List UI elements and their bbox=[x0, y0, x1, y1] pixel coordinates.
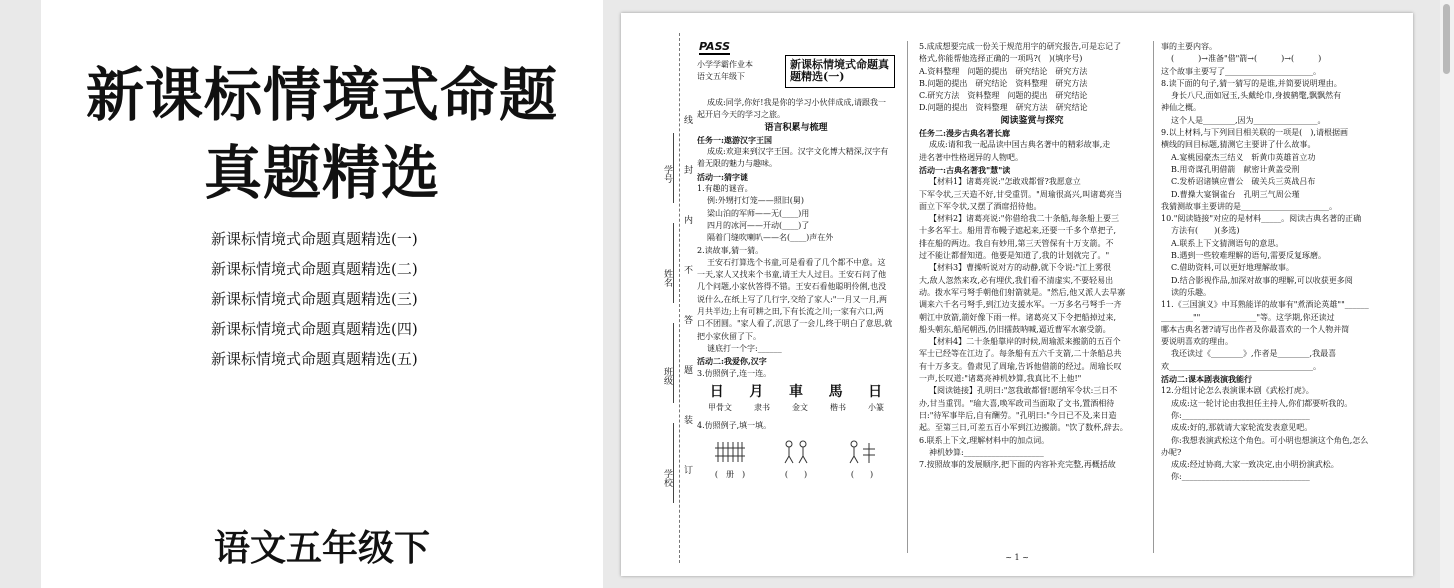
text-line: 你:我想表演武松这个角色。可小明也想演这个角色,怎么 bbox=[1171, 435, 1369, 445]
text-line: 【材料1】诸葛亮说:"怎敢戏都督?我愿意立 bbox=[929, 177, 1081, 187]
header-title: 新课标情境式命题真题精选(一) bbox=[785, 55, 895, 88]
text-line: 事的主要内容。 bbox=[1161, 42, 1217, 51]
picture-item bbox=[842, 439, 882, 482]
text-line: A.联系上下文猜测语句的意思。 bbox=[1171, 238, 1284, 248]
gutter-dash-char: 答 bbox=[682, 315, 692, 324]
text-line: 【材料2】诸葛亮说:"你借给我二十条船,每条船上要三 bbox=[929, 214, 1120, 224]
text-line: D.结合影视作品,加深对故事的理解,可以收获更多阅 bbox=[1171, 275, 1353, 285]
text-line: 活动二:我爱你,汉字 bbox=[697, 356, 767, 367]
text-line: 办,甘当重罚。"瑜大喜,唤军政司当面取了文书,置酒相待 bbox=[919, 398, 1115, 408]
text-line: 语言积累与梳理 bbox=[764, 122, 828, 133]
text-line: 隔着门缝吹喇叭——名(____)声在外 bbox=[707, 233, 834, 243]
text-line: 大,敌人忽然来攻,必有埋伏,我们看不清虚实,不要轻易出 bbox=[919, 275, 1114, 285]
text-line: 军士已经等在江边了。每条船有五六千支箭,二十条船总共 bbox=[919, 349, 1122, 359]
ancient-glyph: 日 bbox=[868, 383, 883, 400]
column-1-text bbox=[697, 97, 895, 380]
text-line: 四月的冰河——开动(____)了 bbox=[707, 220, 810, 230]
text-line: 进名著中性格迥异的人物吧。 bbox=[919, 152, 1023, 162]
text-line: 梁山泊的军师——无(____)用 bbox=[707, 208, 810, 218]
glyph-row bbox=[697, 383, 895, 400]
text-line: 活动二:课本剧表演我能行 bbox=[1161, 374, 1252, 385]
text-line: 起。至第三日,可差五百小军到江边搬箭。"饮了数杯,辞去。 bbox=[919, 423, 1128, 433]
text-line: 6.联系上下文,理解材料中的加点词。 bbox=[919, 435, 1050, 445]
text-line: 成成:经过协商,大家一致决定,由小明扮演武松。 bbox=[1171, 460, 1339, 470]
text-line: D.问题的提出 资料整理 研究方法 研究结论 bbox=[919, 103, 1088, 113]
page-header bbox=[697, 41, 895, 93]
volume-item: 新课标情境式命题真题精选(一) bbox=[211, 230, 418, 248]
text-line: 这个人是________,因为________________。 bbox=[1171, 115, 1326, 125]
text-line: B.用奇谋孔明借箭 献密计黄盖受刑 bbox=[1171, 164, 1300, 174]
text-line: 任务二:漫步古典名著长廊 bbox=[919, 128, 1010, 139]
text-line: 船头朝东,船尾朝西,仍旧擂鼓呐喊,逼近曹军水寨受箭。 bbox=[919, 324, 1111, 334]
text-line: 说什么,在纸上写了几行字,交给了家人:"一月又一月,两 bbox=[697, 294, 888, 304]
text-line: 下军令状,三天造不好,甘受重罚。"周瑜很高兴,叫诸葛亮当 bbox=[919, 189, 1123, 199]
gutter-dash-char: 装 bbox=[682, 415, 692, 424]
page-number: ~ 1 ~ bbox=[1005, 553, 1029, 562]
text-line: 一声,长叹道:"诸葛亮神机妙算,我真比不上他!" bbox=[919, 374, 1082, 384]
text-line: 成成:同学,你好!我是你的学习小伙伴成成,请跟我一 bbox=[707, 98, 886, 107]
text-line: 成成:请和我一起品读中国古典名著中的精彩故事,走 bbox=[929, 140, 1111, 150]
text-line: 【材料3】曹操听说对方的动静,就下令说:"江上雾很 bbox=[929, 263, 1112, 273]
gutter-label: 学校 bbox=[662, 469, 672, 487]
volume-item: 新课标情境式命题真题精选(四) bbox=[211, 320, 418, 338]
text-line: 调来六千名弓弩手,到江边支援水军。一万多名弓弩手一齐 bbox=[919, 300, 1122, 310]
text-line: 身长八尺,面如冠玉,头戴纶巾,身披鹤氅,飘飘然有 bbox=[1171, 91, 1342, 101]
text-line: B.问题的提出 研究结论 资料整理 研究方法 bbox=[919, 78, 1088, 88]
column-divider bbox=[907, 41, 908, 553]
text-line: 活动一:猜字谜 bbox=[697, 171, 748, 182]
text-line: 口不团圆。"家人看了,沉思了一会儿,终于明白了意思,就 bbox=[697, 319, 893, 329]
volume-item: 新课标情境式命题真题精选(五) bbox=[211, 350, 418, 368]
gutter-dash-char: 订 bbox=[682, 465, 692, 474]
pass-logo: PASS bbox=[699, 41, 730, 55]
text-line: ( )→准备"借"箭→( )→( ) bbox=[1171, 54, 1322, 64]
gutter-dash-char: 不 bbox=[682, 265, 692, 274]
person-tree-icon bbox=[842, 439, 882, 465]
cover-page bbox=[41, 0, 603, 588]
picture-answer: ( ) bbox=[850, 470, 874, 480]
text-line: 十多名军士。船用青布幔子遮起来,还要一千多个草把子, bbox=[919, 226, 1117, 236]
figures-icon bbox=[776, 439, 816, 465]
text-line: 面立下军令状,又摆了酒席招待他。 bbox=[919, 201, 1042, 211]
text-line: 【材料4】二十条船靠岸的时候,周瑜派来搬箭的五百个 bbox=[929, 337, 1121, 347]
script-row bbox=[697, 402, 895, 414]
text-line: 11.《三国演义》中耳熟能详的故事有"煮酒论英雄""______ bbox=[1161, 300, 1369, 310]
gutter-line bbox=[673, 223, 674, 303]
script-label: 小篆 bbox=[868, 403, 884, 413]
text-line: 这个故事主要写了______________________。 bbox=[1161, 66, 1321, 76]
volume-item: 新课标情境式命题真题精选(二) bbox=[211, 260, 418, 278]
header-grade: 语文五年级下 bbox=[697, 72, 745, 81]
volume-list bbox=[211, 224, 418, 374]
cover-title-line2: 真题精选 bbox=[203, 139, 440, 207]
cover-title-line1: 新课标情境式命题 bbox=[85, 61, 558, 129]
text-line: 把小家伙留了下。 bbox=[697, 331, 761, 341]
gutter-label: 姓名 bbox=[662, 269, 672, 287]
ancient-glyph: 日 bbox=[709, 383, 724, 400]
ancient-glyph: 馬 bbox=[828, 383, 843, 400]
text-line: 一天,家人又找来个书童,请王大人过目。王安石问了他 bbox=[697, 270, 887, 280]
text-line: 有十万多支。鲁肃见了周瑜,告诉他借箭的经过。周瑜长叹 bbox=[919, 361, 1122, 371]
text-line: 起开启今天的学习之旅。 bbox=[697, 110, 785, 120]
script-label: 甲骨文 bbox=[708, 403, 732, 413]
gutter-dash-char: 内 bbox=[682, 215, 692, 224]
text-line: 2.读故事,猜一猜。 bbox=[697, 245, 764, 255]
text-line: 9.以上材料,与下列回目相关联的一项是( ),请根据画 bbox=[1161, 128, 1348, 138]
text-line: 几个问题,小家伙答得不错。王安石看他聪明伶俐,也没 bbox=[697, 282, 887, 292]
text-line: 过不能让都督知道。他要是知道了,我的计划就完了。" bbox=[919, 251, 1110, 261]
question-4: 4.仿照例子,填一填。 bbox=[697, 421, 772, 431]
script-label: 金文 bbox=[792, 403, 808, 413]
column-1 bbox=[697, 41, 895, 553]
text-line: B.遇到一些较难理解的语句,需要反复琢磨。 bbox=[1171, 251, 1326, 261]
script-label: 楷书 bbox=[830, 403, 846, 413]
text-line: 神仙之概。 bbox=[1161, 103, 1201, 113]
text-line: 王安石打算选个书童,可是看看了几个都不中意。这 bbox=[707, 257, 886, 267]
picture-answer: ( 册 ) bbox=[714, 470, 746, 480]
column-divider bbox=[1153, 41, 1154, 553]
bamboo-book-icon bbox=[710, 439, 750, 465]
text-line: A.资料整理 问题的提出 研究结论 研究方法 bbox=[919, 66, 1088, 76]
picture-item bbox=[776, 439, 816, 482]
text-line: 成成:这一轮讨论由我担任主持人,你们都要听我的。 bbox=[1171, 398, 1353, 408]
text-line: 10."阅读链接"对应的是材料_____。阅读古典名著的正确 bbox=[1161, 214, 1362, 224]
text-line: 神机妙算:____________________ bbox=[929, 447, 1044, 457]
gutter-line bbox=[673, 323, 674, 403]
text-line: 我还读过《________》,作者是________,我最喜 bbox=[1171, 349, 1337, 359]
text-line: 格式,你能帮他选择正确的一项吗?( )(填序号) bbox=[919, 54, 1083, 64]
text-line: 8.读下面的句子,猜一猜写的是谁,并简要说明理由。 bbox=[1161, 78, 1342, 88]
text-line: 排在船的两边。我自有妙用,第三天管保有十万支箭。不 bbox=[919, 238, 1114, 248]
gutter-label: 班级 bbox=[662, 367, 672, 385]
column-2 bbox=[919, 41, 1145, 555]
gutter-line bbox=[673, 133, 674, 203]
gutter-line bbox=[673, 423, 674, 503]
column-3 bbox=[1161, 41, 1387, 555]
ancient-glyph: 車 bbox=[788, 383, 803, 400]
text-line: 1.有趣的谜音。 bbox=[697, 184, 753, 194]
picture-answer: ( ) bbox=[784, 470, 808, 480]
script-label: 隶书 bbox=[754, 403, 770, 413]
scrollbar-thumb[interactable] bbox=[1443, 4, 1450, 74]
text-line: 任务一:遨游汉字王国 bbox=[697, 134, 772, 145]
text-line: 方法有( )(多选) bbox=[1171, 226, 1240, 236]
text-line: C.借助资料,可以更好地理解故事。 bbox=[1171, 263, 1294, 273]
header-left bbox=[697, 59, 753, 83]
ancient-glyph: 月 bbox=[749, 383, 764, 400]
cover-grade: 语文五年级下 bbox=[213, 528, 430, 569]
text-line: 读的乐趣。 bbox=[1171, 287, 1211, 297]
text-line: A.宴桃园豪杰三结义 斩黄巾英雄首立功 bbox=[1171, 152, 1316, 162]
text-line: 【阅读链接】孔明曰:"忽我敢都督!愿纳军令状:三日不 bbox=[929, 386, 1118, 396]
text-line: 要说明喜欢的理由。 bbox=[1161, 337, 1233, 347]
picture-item bbox=[710, 439, 750, 482]
text-line: 12.分组讨论怎么表演课本剧《武松打虎》。 bbox=[1161, 386, 1314, 396]
text-line: 成成:好的,那就请大家轮流发表意见吧。 bbox=[1171, 423, 1313, 433]
text-line: 5.成成想要完成一份关于规范用字的研究报告,可是忘记了 bbox=[919, 42, 1122, 51]
picture-row bbox=[697, 439, 895, 482]
text-line: 月共半边;上有可耕之田,下有长流之川;一家有六口,两 bbox=[697, 307, 884, 317]
cut-line bbox=[679, 33, 680, 563]
text-line: 横线的回目标题,猜测它主要讲了什么故事。 bbox=[1161, 140, 1316, 150]
text-line: 哪本古典名著?请写出作者及你最喜欢的一个人物并简 bbox=[1161, 324, 1350, 334]
series-name: 小学学霸作业本 bbox=[697, 60, 753, 69]
text-line: 办呢? bbox=[1161, 447, 1182, 457]
text-line: D.曹操大宴铜雀台 孔明三气周公瑾 bbox=[1171, 189, 1300, 199]
text-line: 例:外甥打灯笼——照旧(舅) bbox=[707, 196, 804, 206]
gutter-label: 学号 bbox=[662, 165, 672, 183]
text-line: 7.按照故事的发展顺序,把下面的内容补充完整,再概括故 bbox=[919, 460, 1116, 470]
scrollbar[interactable] bbox=[1440, 0, 1454, 588]
text-line: 你:________________________________ bbox=[1171, 472, 1310, 482]
gutter-dash-char: 封 bbox=[682, 165, 692, 174]
exam-page bbox=[621, 13, 1413, 576]
gutter-dash-char: 题 bbox=[682, 365, 692, 374]
text-line: 动。拨水军弓弩手朝他们射箭就是。"然后,他又派人去旱寨 bbox=[919, 287, 1126, 297]
text-line: 3.仿照例子,连一连。 bbox=[697, 368, 772, 378]
text-line: 你:________________________________ bbox=[1171, 410, 1310, 420]
text-line: 着无限的魅力与趣味。 bbox=[697, 159, 777, 169]
text-line: 欢____________________________________。 bbox=[1161, 361, 1321, 371]
text-line: 成成:欢迎来到汉字王国。汉字文化博大精深,汉字有 bbox=[707, 147, 889, 157]
binding-gutter bbox=[621, 13, 691, 576]
text-line: C.研究方法 资料整理 问题的提出 研究结论 bbox=[919, 91, 1088, 101]
volume-item: 新课标情境式命题真题精选(三) bbox=[211, 290, 418, 308]
text-line: 我猜测故事主要讲的是______________________。 bbox=[1161, 201, 1337, 211]
text-line: 朝江中放箭,箭好像下雨一样。诸葛亮又下令把船掉过来, bbox=[919, 312, 1117, 322]
text-line: 曰:"待军事毕后,自有酬劳。"孔明曰:"今日已不及,来日造 bbox=[919, 410, 1117, 420]
text-line: 谜底打一个字:______ bbox=[707, 343, 782, 353]
text-line: ________""______________"等。这学期,你还读过 bbox=[1161, 312, 1335, 322]
text-line: 活动一:古典名著我"慧"读 bbox=[919, 164, 1011, 175]
gutter-dash-char: 线 bbox=[682, 115, 692, 124]
text-line: C.发桥诏诸镇应曹公 破关兵三英战吕布 bbox=[1171, 177, 1316, 187]
text-line: 阅读鉴赏与探究 bbox=[1000, 115, 1064, 126]
